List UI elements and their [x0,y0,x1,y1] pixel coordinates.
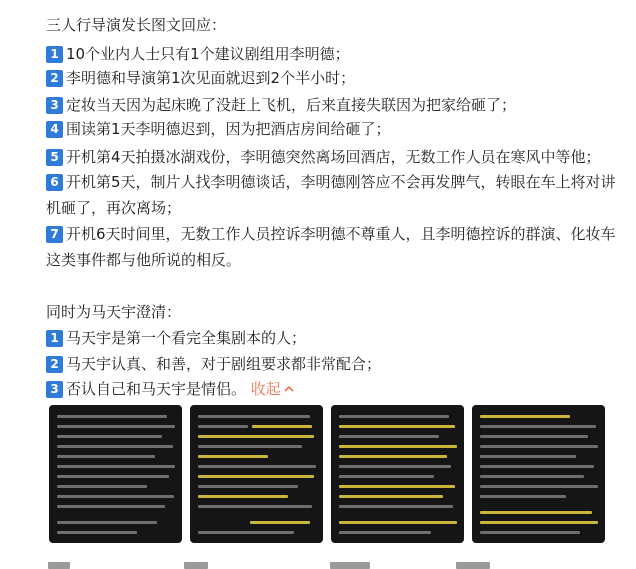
number-badge: 2 [46,356,63,373]
thumbnail-image[interactable] [472,405,605,543]
chevron-up-icon [283,384,295,394]
collapse-link[interactable] [251,380,295,398]
clarify-heading: 同时为马天宇澄清： [46,303,182,321]
list-item-text: 开机第5天，制片人找李明德谈话，李明德刚答应不会再发脾气，转眼在车上将对讲 [66,173,616,191]
list-item-text: 10个业内人士只有1个建议剧组用李明德； [66,45,350,63]
list-item-continuation: 这类事件都与他所说的相反。 [46,251,242,269]
number-badge: 3 [46,381,63,398]
bottom-cropped-content [0,548,636,569]
number-badge: 3 [46,97,63,114]
number-badge: 7 [46,226,63,243]
thumbnail-image[interactable] [190,405,323,543]
image-grid [49,405,605,543]
list-item [46,115,391,144]
post-heading: 三人行导演发长图文回应： [46,16,227,34]
thumbnail-image[interactable] [49,405,182,543]
list-item-text: 开机第4天拍摄冰湖戏份，李明德突然离场回酒店，无数工作人员在寒风中等他； [66,148,601,166]
list-item [46,220,616,249]
thumbnail-image[interactable] [331,405,464,543]
list-item-text: 李明德和导演第1次见面就迟到2个半小时； [66,69,356,87]
list-item [46,64,355,93]
number-badge: 1 [46,330,63,347]
list-item-text: 否认自己和马天宇是情侣。 [66,380,247,398]
number-badge: 4 [46,121,63,138]
number-badge: 2 [46,70,63,87]
list-item [46,168,616,197]
list-item-text: 马天宇是第一个看完全集剧本的人； [66,329,307,347]
list-item-text: 围读第1天李明德迟到，因为把酒店房间给砸了； [66,120,391,138]
collapse-label: 收起 [250,380,281,398]
number-badge: 1 [46,46,63,63]
list-item [46,324,306,353]
number-badge: 6 [46,174,63,191]
list-item [46,375,295,404]
list-item-text: 定妆当天因为起床晚了没赶上飞机，后来直接失联因为把家给砸了； [66,96,517,114]
list-item-text: 马天宇认真、和善，对于剧组要求都非常配合； [66,355,382,373]
number-badge: 5 [46,149,63,166]
list-item-text: 开机6天时间里，无数工作人员控诉李明德不尊重人，且李明德控诉的群演、化妆车 [66,225,616,243]
list-item-continuation: 机砸了，再次离场； [46,199,182,217]
